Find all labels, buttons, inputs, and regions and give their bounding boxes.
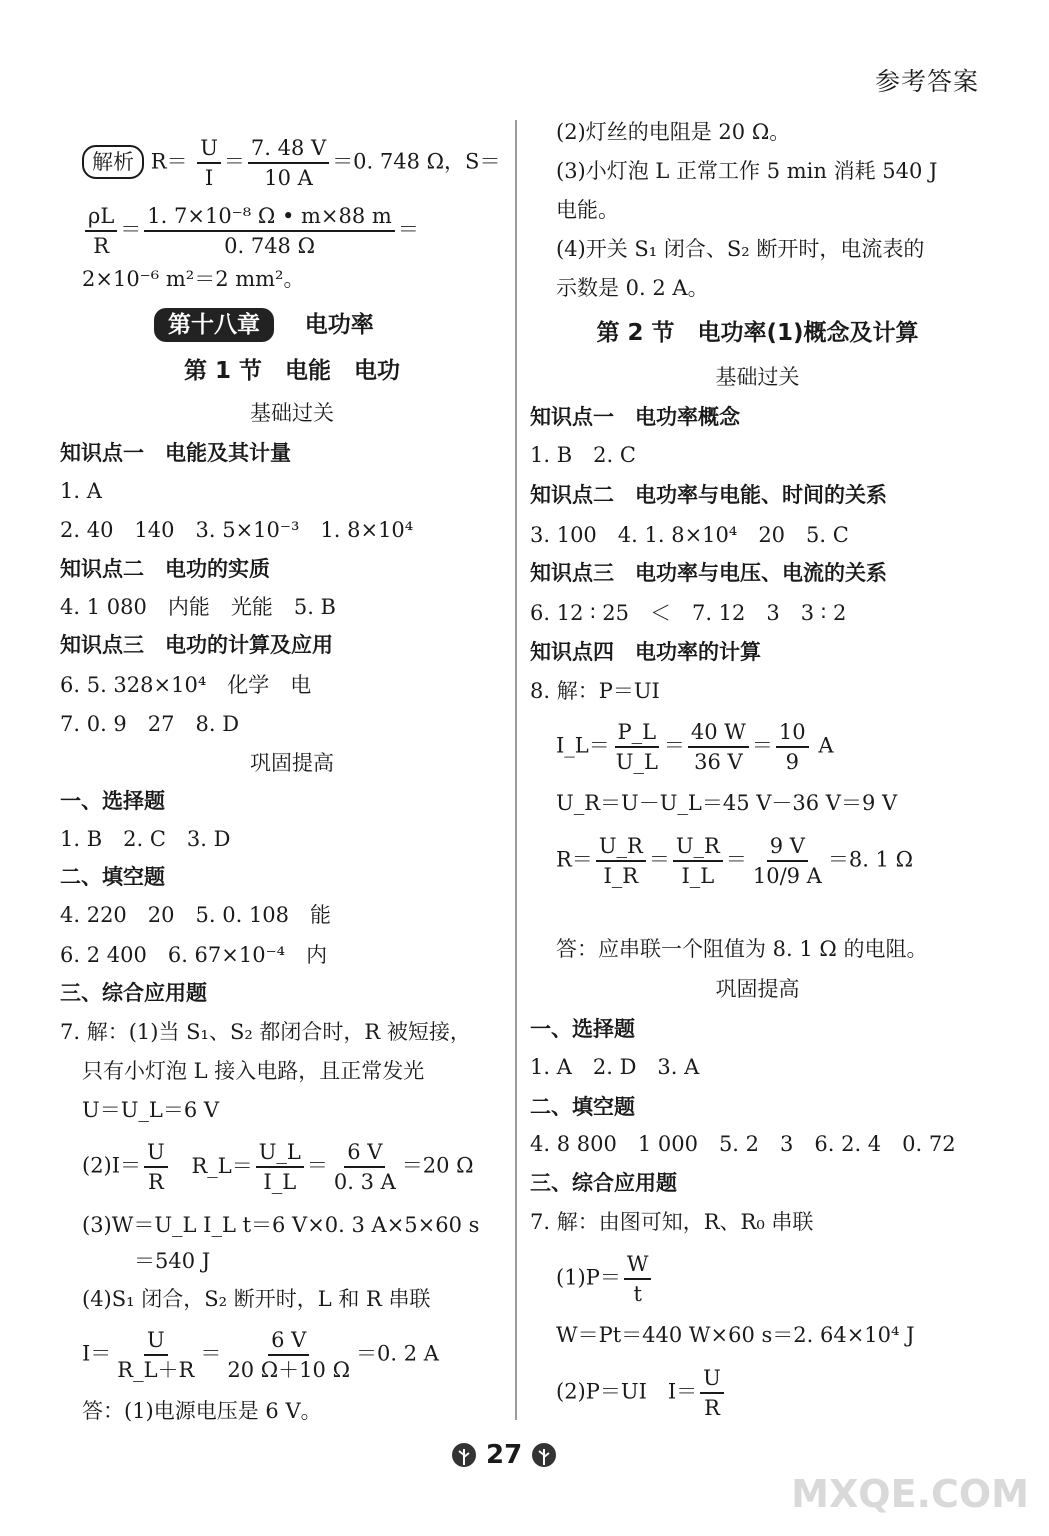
- solution-line: W＝Pt＝440 W×60 s＝2. 64×10⁴ J: [556, 1323, 915, 1347]
- answer-line: 1. A 2. D 3. A: [530, 1055, 700, 1079]
- frac-den: 9: [785, 750, 799, 774]
- eq-text: ＝: [663, 733, 685, 758]
- fraction: [613, 718, 661, 776]
- knowledge-point: 知识点三 电功率与电压、电流的关系: [530, 561, 887, 585]
- answer-line: 6. 5. 328×10⁴ 化学 电: [60, 673, 312, 697]
- eq-text: I_L＝: [556, 733, 610, 758]
- fraction: [673, 832, 723, 890]
- frac-num: ρL: [85, 202, 117, 232]
- eq-text: ＝: [725, 847, 747, 872]
- frac-num: 1. 7×10⁻⁸ Ω • m×88 m: [144, 202, 395, 232]
- analysis-label: 解析: [82, 145, 144, 179]
- solution-eq: [556, 1364, 727, 1422]
- answer-line: (2)灯丝的电阻是 20 Ω。: [556, 120, 791, 144]
- eq-text: ＝8. 1 Ω: [827, 847, 914, 872]
- answer-line: 2. 40 140 3. 5×10⁻³ 1. 8×10⁴: [60, 518, 414, 542]
- analysis-eq3: 2×10⁻⁶ m²＝2 mm²。: [82, 267, 305, 291]
- basics-heading: 基础过关: [715, 365, 800, 389]
- frac-num: W: [624, 1250, 652, 1280]
- header-title: 参考答案: [874, 67, 979, 96]
- section-title: 第 1 节 电能 电功: [183, 358, 401, 384]
- answer-line: 4. 1 080 内能 光能 5. B: [60, 595, 336, 619]
- eq-text: ＝: [200, 1341, 222, 1366]
- solution-line: 7. 解：由图可知，R、R₀ 串联: [530, 1210, 814, 1234]
- solution-line: 只有小灯泡 L 接入电路，且正常发光: [82, 1059, 425, 1083]
- fraction: [331, 1138, 399, 1196]
- frac-den: I_R: [603, 864, 639, 888]
- frac-num: U: [144, 1138, 168, 1168]
- frac-den: R: [147, 1170, 164, 1194]
- section-choice: 一、选择题: [530, 1017, 635, 1041]
- fraction: [144, 202, 395, 260]
- answer-line: 3. 100 4. 1. 8×10⁴ 20 5. C: [530, 523, 849, 547]
- solution-line: ＝540 J: [134, 1249, 211, 1273]
- frac-num: U: [700, 1364, 724, 1394]
- frac-den: 10/9 A: [752, 864, 822, 888]
- frac-num: U: [197, 134, 221, 164]
- answer-line: 6. 12 ∶ 25 ＜ 7. 12 3 3 ∶ 2: [530, 601, 847, 625]
- solution-line: 8. 解：P＝UI: [530, 679, 660, 703]
- frac-num: 6 V: [344, 1138, 385, 1168]
- knowledge-point: 知识点二 电功的实质: [60, 557, 270, 581]
- frac-num: 6 V: [268, 1326, 309, 1356]
- answer-line: 4. 8 800 1 000 5. 2 3 6. 2. 4 0. 72: [530, 1132, 956, 1156]
- fraction: [700, 1364, 724, 1422]
- knowledge-point: 知识点三 电功的计算及应用: [60, 633, 333, 657]
- frac-den: t: [633, 1282, 642, 1306]
- answer-line: 1. B 2. C 3. D: [60, 827, 231, 851]
- solution-line: 答：(1)电源电压是 6 V。: [82, 1399, 322, 1423]
- solution-eq: [556, 832, 913, 890]
- frac-num: 7. 48 V: [248, 134, 329, 164]
- frac-den: I_L: [681, 864, 715, 888]
- solution-line: (3)W＝U_L I_L t＝6 V×0. 3 A×5×60 s: [82, 1213, 480, 1237]
- frac-num: 10: [776, 718, 809, 748]
- frac-num: P_L: [615, 718, 660, 748]
- section-app: 三、综合应用题: [530, 1171, 677, 1195]
- frac-den: R_L＋R: [117, 1358, 195, 1382]
- fraction: [85, 202, 117, 260]
- frac-den: R: [704, 1396, 720, 1420]
- eq-text: ＝20 Ω: [401, 1153, 474, 1178]
- fraction: [750, 832, 825, 890]
- frac-den: U_L: [615, 750, 658, 774]
- frac-num: U_L: [256, 1138, 304, 1168]
- frac-num: 9 V: [767, 832, 808, 862]
- fraction: [596, 832, 646, 890]
- frac-den: 0. 748 Ω: [224, 234, 316, 258]
- eq-text: (1)P＝: [556, 1265, 621, 1290]
- eq-text: ＝: [397, 217, 419, 242]
- eq-text: ＝0. 748 Ω，S＝: [332, 149, 501, 174]
- frac-den: I: [204, 166, 214, 190]
- eq-text: (2)I＝: [82, 1153, 142, 1178]
- fraction: [624, 1250, 652, 1308]
- frac-num: U_R: [596, 832, 646, 862]
- answer-line: 4. 220 20 5. 0. 108 能: [60, 903, 332, 927]
- solution-eq: [556, 1250, 654, 1308]
- page-footer: [450, 1440, 558, 1470]
- chapter-title: 电功率: [304, 312, 374, 338]
- leaf-right-icon: [530, 1441, 558, 1469]
- knowledge-point: 知识点一 电功率概念: [530, 405, 740, 429]
- frac-num: U: [144, 1326, 168, 1356]
- fraction: [256, 1138, 304, 1196]
- consolidate-heading: 巩固提高: [715, 977, 800, 1001]
- frac-den: I_L: [263, 1170, 297, 1194]
- frac-den: 0. 3 A: [333, 1170, 396, 1194]
- solution-line: 答：应串联一个阻值为 8. 1 Ω 的电阻。: [556, 937, 928, 961]
- solution-line: (4)S₁ 闭合，S₂ 断开时，L 和 R 串联: [82, 1287, 431, 1311]
- watermark: MXQE.COM: [791, 1472, 1029, 1516]
- answer-line: 6. 2 400 6. 67×10⁻⁴ 内: [60, 943, 328, 967]
- section-app: 三、综合应用题: [60, 981, 207, 1005]
- answer-line: (3)小灯泡 L 正常工作 5 min 消耗 540 J: [556, 159, 938, 183]
- basics-heading: 基础过关: [250, 401, 334, 425]
- frac-den: 36 V: [694, 750, 743, 774]
- column-divider: [515, 120, 517, 1420]
- frac-den: 10 A: [264, 166, 313, 190]
- chapter-tag: 第十八章: [154, 308, 274, 342]
- fraction: [197, 134, 221, 192]
- solution-line: 7. 解：(1)当 S₁、S₂ 都闭合时，R 被短接，: [60, 1020, 471, 1044]
- eq-text: R＝: [150, 149, 188, 174]
- answer-line: 1. A: [60, 479, 102, 503]
- section-choice: 一、选择题: [60, 789, 165, 813]
- frac-den: 20 Ω＋10 Ω: [227, 1358, 350, 1382]
- frac-den: R: [93, 234, 110, 258]
- fraction: [248, 134, 329, 192]
- analysis-eq1: 解析 R＝ $\frac{U}{I}$ ＝ $\frac{7. 48 V}{10 A}$ ＝0. 748 Ω，S＝: [82, 134, 500, 192]
- chapter-heading: [154, 308, 374, 342]
- answer-line: (4)开关 S₁ 闭合、S₂ 断开时，电流表的: [556, 237, 925, 261]
- eq-text: R＝: [556, 847, 593, 872]
- leaf-left-icon: [450, 1441, 478, 1469]
- consolidate-heading: 巩固提高: [250, 751, 334, 775]
- eq-text: ＝: [306, 1153, 328, 1178]
- fraction: [688, 718, 749, 776]
- eq-text: (2)P＝UI I＝: [556, 1379, 698, 1404]
- knowledge-point: 知识点四 电功率的计算: [530, 640, 761, 664]
- solution-eq: [556, 718, 833, 776]
- fraction: [776, 718, 809, 776]
- eq-text: ＝0. 2 A: [356, 1341, 439, 1366]
- section-fill: 二、填空题: [530, 1095, 635, 1119]
- section-fill: 二、填空题: [60, 865, 165, 889]
- answer-line: 7. 0. 9 27 8. D: [60, 712, 240, 736]
- frac-num: U_R: [673, 832, 723, 862]
- solution-eq: [82, 1138, 474, 1196]
- analysis-eq2: $\frac{\rho L}{R}$ ＝ $\frac{\text{1. 7×10⁻⁸ Ω • m×88 m}}{0. 748 \Omega}$ ＝: [82, 202, 419, 260]
- eq-text: R_L＝: [191, 1153, 253, 1178]
- eq-text: ＝: [751, 733, 773, 758]
- solution-eq: [82, 1326, 439, 1384]
- section-title: 第 2 节 电功率(1)概念及计算: [596, 320, 919, 346]
- answer-line: 示数是 0. 2 A。: [556, 276, 709, 300]
- fraction: [114, 1326, 197, 1384]
- fraction: [224, 1326, 353, 1384]
- eq-text: I＝: [82, 1341, 112, 1366]
- knowledge-point: 知识点二 电功率与电能、时间的关系: [530, 483, 887, 507]
- eq-text: ＝: [648, 847, 670, 872]
- frac-num: 40 W: [688, 718, 749, 748]
- fraction: [144, 1138, 168, 1196]
- knowledge-point: 知识点一 电能及其计量: [60, 441, 291, 465]
- answer-line: 1. B 2. C: [530, 443, 636, 467]
- eq-text: A: [818, 733, 834, 758]
- answer-line: 电能。: [556, 198, 619, 222]
- solution-line: U_R＝U－U_L＝45 V－36 V＝9 V: [556, 791, 898, 815]
- solution-line: U＝U_L＝6 V: [82, 1098, 220, 1122]
- page-number: 27: [486, 1440, 523, 1470]
